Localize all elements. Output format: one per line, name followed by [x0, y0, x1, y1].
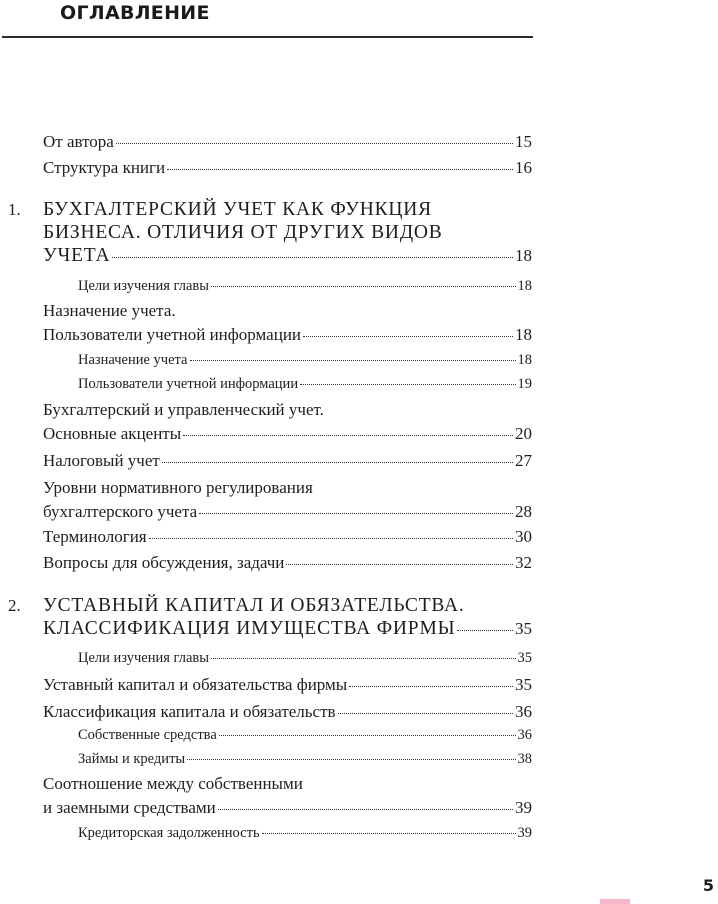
toc-entry-title: Уставный капитал и обязательства фирмы [43, 675, 348, 694]
toc-subentry[interactable] [78, 748, 532, 770]
toc-entry-title: Налоговый учет [43, 451, 160, 470]
toc-entry-title: Структура книги [43, 158, 166, 177]
chapter-title-text: КЛАССИФИКАЦИЯ ИМУЩЕСТВА ФИРМЫ [43, 618, 456, 639]
toc-entry-page: 27 [515, 451, 532, 470]
dot-leader [162, 462, 513, 463]
dot-leader [219, 735, 516, 736]
dot-leader [211, 286, 516, 287]
toc-entry[interactable] [43, 796, 532, 820]
toc-subentry[interactable] [78, 647, 532, 669]
chapter-title-text: УСТАВНЫЙ КАПИТАЛ И ОБЯЗАТЕЛЬСТВА. [43, 595, 465, 616]
toc-entry[interactable] [43, 772, 532, 796]
dot-leader [457, 630, 513, 631]
toc-entry-page: 39 [515, 798, 532, 817]
toc-entry[interactable] [43, 156, 532, 180]
toc-subentry[interactable] [78, 822, 532, 844]
toc-entry-page: 36 [517, 727, 532, 743]
toc-entry-page: 20 [515, 424, 532, 443]
toc-entry-title: Терминология [43, 527, 147, 546]
dot-leader [190, 360, 516, 361]
dot-leader [262, 833, 516, 834]
toc-entry-page: 18 [517, 352, 532, 368]
chapter-title-text: БИЗНЕСА. ОТЛИЧИЯ ОТ ДРУГИХ ВИДОВ [43, 222, 443, 243]
chapter-title-text: УЧЕТА [43, 245, 111, 266]
toc-entry-title: Классификация капитала и обязательств [43, 702, 336, 721]
toc-entry-page: 35 [517, 650, 532, 666]
dot-leader [149, 538, 513, 539]
toc-entry-title: Пользователи учетной информации [78, 376, 299, 392]
dot-leader [183, 435, 513, 436]
toc-entry[interactable] [43, 525, 532, 549]
toc-entry[interactable] [43, 449, 532, 473]
toc-entry-title: Бухгалтерский и управленческий учет. [43, 400, 324, 419]
toc-entry-title: Вопросы для обсуждения, задачи [43, 553, 285, 572]
dot-leader [338, 713, 513, 714]
toc-entry-page: 16 [515, 158, 532, 177]
toc-entry[interactable] [43, 476, 532, 500]
toc-entry-title: Цели изучения главы [78, 278, 209, 294]
toc-entry[interactable] [43, 500, 532, 524]
toc-entry-page: 35 [515, 619, 532, 638]
dot-leader [211, 658, 516, 659]
toc-entry[interactable] [43, 673, 532, 697]
dot-leader [199, 513, 513, 514]
dot-leader [112, 257, 513, 258]
dot-leader [187, 759, 515, 760]
toc-entry-title: Соотношение между собственными [43, 774, 303, 793]
toc-entry-title: Цели изучения главы [78, 650, 209, 666]
dot-leader [167, 169, 513, 170]
dot-leader [349, 686, 513, 687]
chapter-title-line[interactable] [43, 243, 532, 269]
toc-entry-page: 18 [517, 278, 532, 294]
toc-entry-title: Назначение учета [78, 352, 188, 368]
toc-subentry[interactable] [78, 349, 532, 371]
toc-entry-page: 18 [515, 325, 532, 344]
toc-entry[interactable] [43, 700, 532, 724]
toc-entry-title: Пользователи учетной информации [43, 325, 302, 344]
page-title: ОГЛАВЛЕНИЕ [60, 2, 210, 24]
dot-leader [303, 336, 513, 337]
dot-leader [300, 384, 515, 385]
toc-entry-title: От автора [43, 132, 114, 151]
toc-entry[interactable] [43, 398, 532, 422]
toc-entry-page: 28 [515, 502, 532, 521]
toc-entry[interactable] [43, 551, 532, 575]
page-number: 5 [702, 876, 714, 895]
toc-entry-page: 15 [515, 132, 532, 151]
chapter-title-line[interactable] [43, 616, 532, 642]
dot-leader [116, 143, 513, 144]
toc-entry-title: Собственные средства [78, 727, 217, 743]
toc-entry-page: 36 [515, 702, 532, 721]
toc-entry-title: Кредиторская задолженность [78, 825, 260, 841]
toc-entry[interactable] [43, 130, 532, 154]
toc-entry-title: Займы и кредиты [78, 751, 186, 767]
toc-entry-title: Основные акценты [43, 424, 182, 443]
dot-leader [286, 564, 513, 565]
toc-entry-title: и заемными средствами [43, 798, 216, 817]
toc-entry[interactable] [43, 323, 532, 347]
toc-entry[interactable] [43, 422, 532, 446]
toc-entry-page: 39 [517, 825, 532, 841]
toc-entry[interactable] [43, 299, 532, 323]
toc-subentry[interactable] [78, 373, 532, 395]
toc-entry-page: 30 [515, 527, 532, 546]
dot-leader [218, 809, 513, 810]
toc-entry-page: 35 [515, 675, 532, 694]
toc-entry-title: Уровни нормативного регулирования [43, 478, 313, 497]
chapter-number: 1. [8, 200, 21, 219]
toc-entry-page: 32 [515, 553, 532, 572]
toc-entry-page: 18 [515, 246, 532, 265]
chapter-title-text: БУХГАЛТЕРСКИЙ УЧЕТ КАК ФУНКЦИЯ [43, 199, 432, 220]
toc-subentry[interactable] [78, 724, 532, 746]
chapter-number: 2. [8, 596, 21, 615]
toc-subentry[interactable] [78, 275, 532, 297]
toc-entry-title: бухгалтерского учета [43, 502, 198, 521]
toc-entry-page: 38 [517, 751, 532, 767]
toc-entry-title: Назначение учета. [43, 301, 176, 320]
toc-entry-page: 19 [517, 376, 532, 392]
accent-mark [600, 899, 630, 904]
